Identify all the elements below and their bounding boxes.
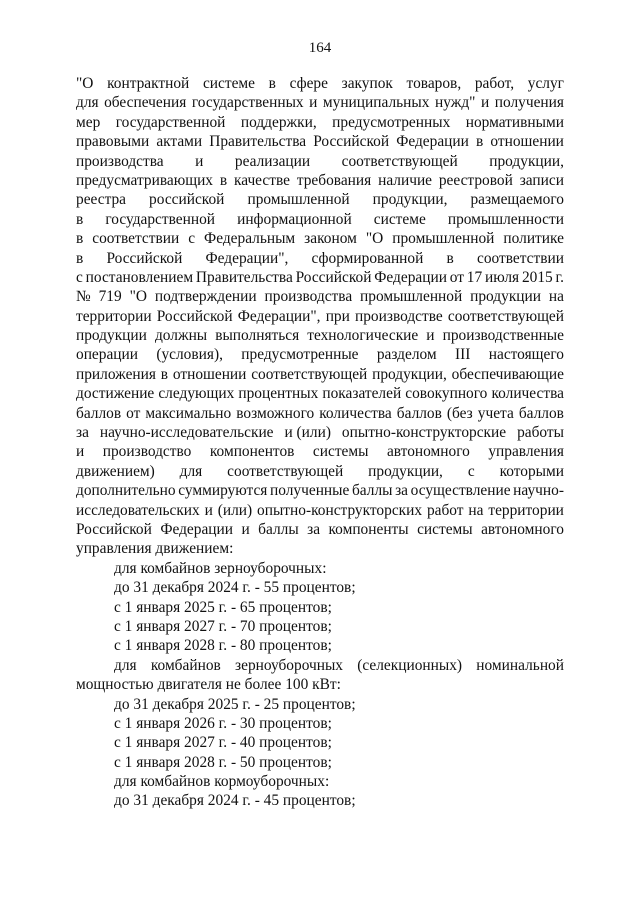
word: июля [485, 268, 520, 286]
word: Федерации", [205, 249, 289, 267]
word: отношении [490, 133, 564, 151]
word: от [449, 268, 464, 286]
word: с [76, 268, 83, 286]
word: дополнительно [76, 482, 176, 500]
word: в [76, 249, 84, 267]
word: за [395, 482, 409, 500]
word: постановлением [85, 268, 194, 286]
word: услуг [527, 75, 564, 92]
word: на [468, 501, 484, 519]
word: продукции, [372, 191, 448, 209]
word: зерноуборочных [235, 656, 344, 674]
word: отношении [172, 365, 247, 383]
word: предусмотренные [241, 346, 359, 364]
word: актами [156, 133, 203, 151]
word: совокупного [405, 385, 488, 403]
word: реестровой [438, 171, 513, 189]
word: продукции [76, 327, 147, 345]
word: нормативными [465, 113, 564, 131]
word: показателей [322, 385, 402, 403]
word: разделом [376, 346, 437, 364]
intro-last-line: управления движением: [76, 540, 234, 558]
word: территории [488, 501, 564, 519]
word: Федеральным [204, 230, 296, 248]
word: автономного [481, 520, 564, 538]
word: получения [494, 94, 564, 112]
word: количества [319, 404, 392, 422]
text-line [76, 210, 564, 229]
word: и [195, 152, 204, 170]
word: Правительства [209, 133, 307, 151]
word: компонентов [209, 443, 295, 461]
text-line [76, 287, 564, 306]
word: приложения [76, 365, 156, 383]
text-line [76, 501, 564, 520]
word: соответствующей [341, 152, 458, 170]
word: муниципальных [322, 94, 430, 112]
text-line [76, 307, 564, 326]
word: за [307, 520, 321, 538]
word: для [76, 94, 99, 112]
word: настоящего [488, 346, 564, 364]
page-number: 164 [308, 40, 332, 56]
word: политике [503, 230, 564, 248]
word: размещаемого [470, 191, 564, 209]
word: учета [477, 404, 514, 422]
word: промышленности [447, 210, 564, 228]
word: системы [417, 520, 473, 538]
word: производства [76, 152, 164, 170]
word: системе [373, 210, 426, 228]
text-line [76, 365, 564, 384]
word: Федерации [160, 520, 233, 538]
word: 719 [98, 288, 122, 306]
word: соответствующей [447, 307, 564, 325]
word: компоненты [328, 520, 409, 538]
word: сфере [289, 75, 328, 92]
group3-heading: для комбайнов кормоуборочных: [114, 773, 330, 791]
word: реализации [234, 152, 311, 170]
word: системе [202, 75, 255, 92]
word: опытно-конструкторских [257, 501, 423, 519]
word: и [480, 94, 490, 112]
word: номинальной [476, 656, 564, 674]
word: которыми [499, 462, 564, 480]
word: предусматривающих [76, 171, 214, 189]
word: работы [517, 424, 564, 442]
word: поддержки, [240, 113, 317, 131]
text-line [76, 326, 564, 345]
word: соответствующей [227, 462, 344, 480]
word: обеспечивающие [451, 365, 564, 383]
word: "О [365, 230, 384, 248]
word: Российской [76, 520, 152, 538]
word: в [446, 249, 454, 267]
word: промышленной [247, 191, 350, 209]
text-line [76, 113, 564, 132]
word: подтверждении [154, 288, 257, 306]
word: опытно-конструкторские [341, 424, 507, 442]
word: комбайнов [150, 656, 221, 674]
word: и [76, 443, 85, 461]
word: государственной [115, 113, 226, 131]
text-line [76, 345, 564, 364]
text-line [76, 190, 564, 209]
word: промышленной [360, 288, 463, 306]
word: для [179, 462, 203, 480]
word: (без [446, 404, 473, 422]
word: соответствующей [251, 365, 368, 383]
word: Федерации", [237, 307, 321, 325]
text-line [76, 520, 564, 539]
word: управления [488, 443, 564, 461]
text-line [76, 404, 564, 423]
word: промышленной [392, 230, 495, 248]
word: в [76, 210, 84, 228]
word: осуществление [410, 482, 511, 500]
word: должны [154, 327, 208, 345]
text-line [76, 229, 564, 248]
text-line [76, 423, 564, 442]
word: производственные [442, 327, 564, 345]
word: Федерации [374, 268, 447, 286]
word: продукции, [372, 365, 447, 383]
word: Российской [313, 133, 390, 151]
word: III [455, 346, 471, 364]
word: технологические [307, 327, 419, 345]
word: работ [426, 501, 464, 519]
word: сформированной [311, 249, 424, 267]
group1-heading: для комбайнов зерноуборочных: [114, 559, 327, 577]
word: в [475, 133, 484, 151]
list-item: с 1 января 2026 г. - 30 процентов; [114, 714, 332, 732]
word: 2015 [521, 268, 553, 286]
word: продукции [470, 288, 542, 306]
word: возможного [236, 404, 315, 422]
word: баллов [518, 404, 564, 422]
word: "О [76, 75, 94, 92]
word: Российской [106, 249, 183, 267]
word: продукции, [489, 152, 564, 170]
text-line [76, 152, 564, 171]
text-line [76, 462, 564, 481]
word: выполняться [215, 327, 300, 345]
word: г. [555, 268, 564, 286]
list-item: до 31 декабря 2025 г. - 25 процентов; [114, 695, 356, 713]
word: операции [76, 346, 138, 364]
word: исследовательских [76, 501, 200, 519]
word: производстве [355, 307, 443, 325]
text-line [76, 442, 564, 461]
word: производство [102, 443, 192, 461]
word: баллы [351, 482, 393, 500]
text-line [76, 132, 564, 151]
word: баллов [76, 404, 122, 422]
word: баллы [258, 520, 299, 538]
word: реестра [76, 191, 127, 209]
text-line [76, 93, 564, 112]
word: правовыми [76, 133, 150, 151]
word: товаров, [406, 75, 462, 92]
list-item: с 1 января 2027 г. - 70 процентов; [114, 617, 332, 635]
word: обеспечения [104, 94, 187, 112]
word: государственных [191, 94, 304, 112]
list-item: с 1 января 2025 г. - 65 процентов; [114, 598, 332, 616]
word: в [219, 171, 228, 189]
list-item: с 1 января 2027 г. - 40 процентов; [114, 734, 332, 752]
word: автономного [386, 443, 470, 461]
word: 17 [466, 268, 483, 286]
word: № [76, 288, 91, 306]
word: и [204, 501, 213, 519]
word: (селекционных) [357, 656, 463, 674]
list-item: с 1 января 2028 г. - 50 процентов; [114, 753, 332, 771]
document-body [76, 74, 564, 811]
list-item: с 1 января 2028 г. - 80 процентов; [114, 637, 332, 655]
word: работ, [474, 75, 515, 92]
word: производства [264, 288, 353, 306]
word: системы [312, 443, 369, 461]
word: мер [76, 113, 101, 131]
word: и [426, 327, 435, 345]
word: продукции, [368, 462, 443, 480]
word: российской [149, 191, 225, 209]
word: контрактной [107, 75, 190, 92]
word: и (или) [284, 424, 331, 442]
word: Российской [295, 268, 372, 286]
word: за [76, 424, 89, 442]
word: полученные [270, 482, 350, 500]
word: движением) [76, 462, 155, 480]
word: в [160, 365, 169, 383]
word: на [548, 288, 564, 306]
word: качестве [233, 171, 290, 189]
word: с [467, 462, 475, 480]
word: наличие [378, 171, 433, 189]
word: записи [519, 171, 564, 189]
text-line [76, 249, 564, 268]
text-line [76, 481, 564, 500]
word: (условия), [156, 346, 223, 364]
word: "О [129, 288, 147, 306]
word: для [114, 656, 137, 674]
word: при [325, 307, 350, 325]
word: от [126, 404, 141, 422]
word: предусмотренных [332, 113, 451, 131]
word: Российской [156, 307, 233, 325]
word: достижение [76, 385, 155, 403]
word: нужд" [434, 94, 476, 112]
word: Правительства [195, 268, 293, 286]
word: закупок [341, 75, 393, 92]
word: (или) [217, 501, 253, 519]
word: соответствии [92, 230, 180, 248]
word: максимально [145, 404, 232, 422]
word: государственной [105, 210, 216, 228]
list-item: до 31 декабря 2024 г. - 55 процентов; [114, 579, 356, 597]
word: законом [304, 230, 357, 248]
word: требования [296, 171, 372, 189]
word: в [268, 75, 276, 92]
word: следующих [158, 385, 235, 403]
text-line [76, 74, 564, 93]
word: соответствии [477, 249, 564, 267]
word: Федерации [396, 133, 469, 151]
list-item: до 31 декабря 2024 г. - 45 процентов; [114, 792, 356, 810]
word: территории [76, 307, 152, 325]
word: в [76, 230, 84, 248]
word: количества [491, 385, 564, 403]
word: научно-исследовательские [99, 424, 274, 442]
group2-heading-cont: мощностью двигателя не более 100 кВт: [76, 676, 341, 694]
word: и [241, 520, 250, 538]
word: суммируются [178, 482, 268, 500]
text-line [76, 268, 564, 287]
word: и [309, 94, 318, 112]
group2-heading [76, 656, 564, 675]
text-line [76, 384, 564, 403]
word: информационной [237, 210, 352, 228]
word: с [188, 230, 196, 248]
text-line [76, 171, 564, 190]
word: баллов [396, 404, 442, 422]
word: процентных [238, 385, 319, 403]
word: научно- [513, 482, 564, 500]
intro-paragraph [76, 74, 564, 539]
